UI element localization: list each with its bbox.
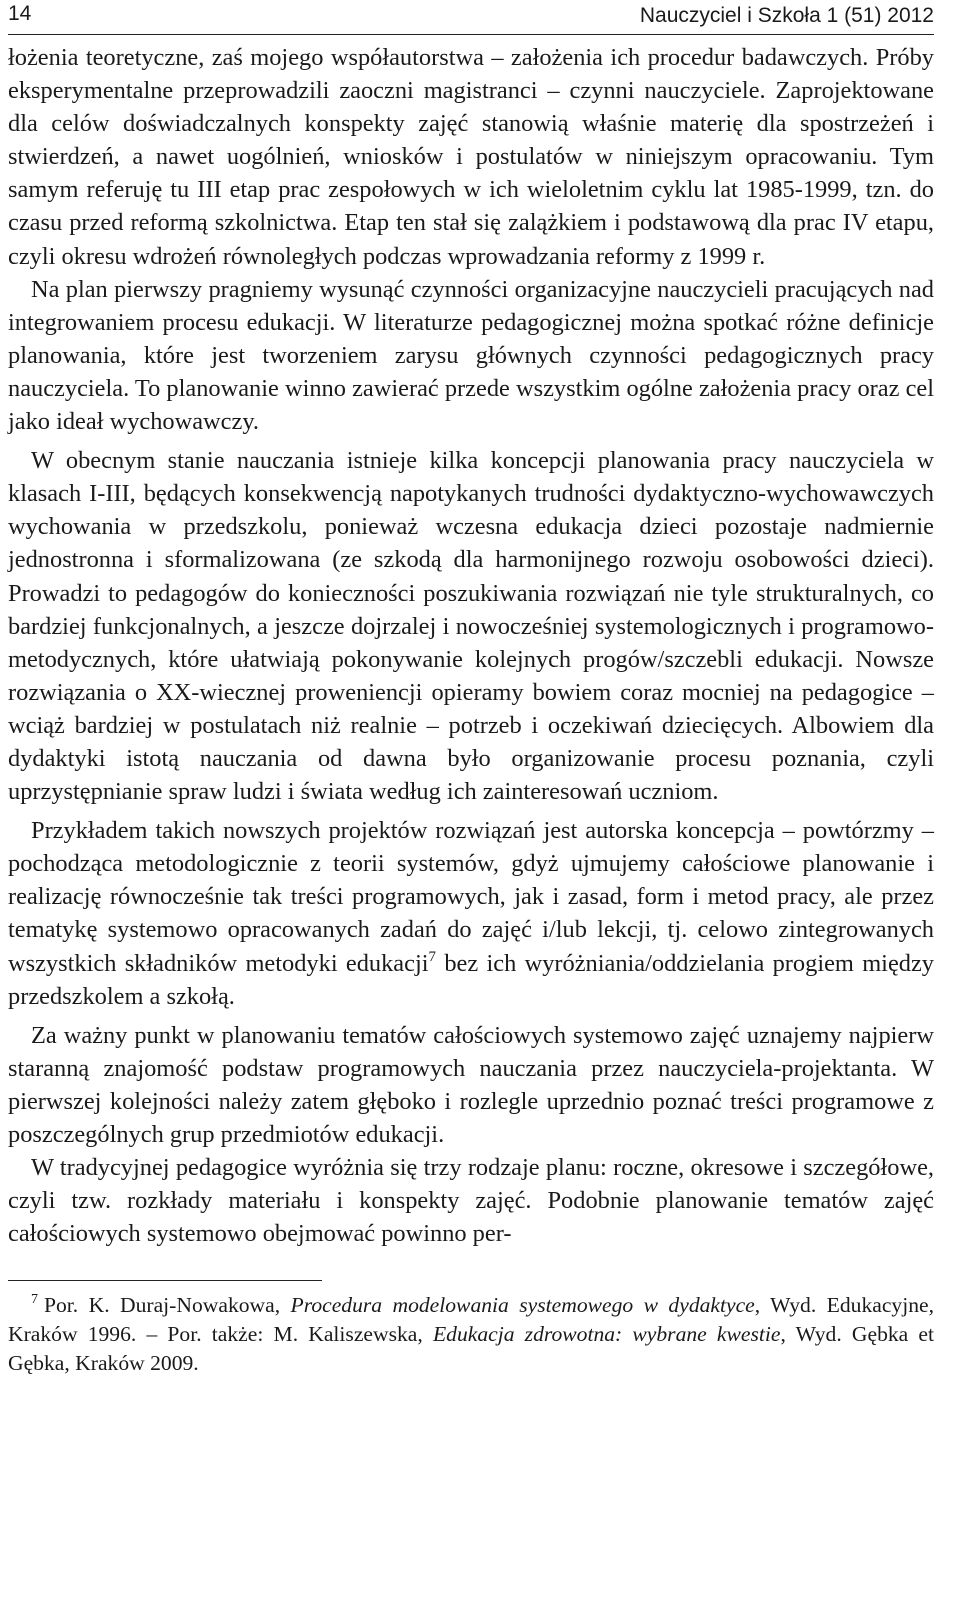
paragraph-text: bez ich wyróżniania/oddzielania progiem między przedszkolem a szkołą. [8, 949, 934, 1010]
paragraph-continued: łożenia teoretyczne, zaś mojego współautorstwa – założenia ich procedur badawczych. Próby eksperymentalne przeprowadzili zaoczni magistranci – czynni nauczyciele. Zaprojektowane dla celów doświadczalnych konspekty zajęć stanowią właśnie materię dla spostrzeżeń i stwierdzeń, a nawet uogólnień, wniosków i postulatów w niniejszym opracowaniu. Tym samym referuję tu III etap prac zespołowych w ich wieloletnim cyklu lat 1985-1999, tzn. do czasu przed reformą szkolnictwa. Etap ten stał się zalążkiem i podstawową dla prac IV etapu, czyli okresu wdrożeń równoległych podczas wprowadzania reformy z 1999 r. [8, 44, 934, 270]
document-page [8, 0, 934, 1377]
footnote-text: , Wyd. Edukacyjne, Kraków 1996. – Por. także: M. Kaliszewska, [8, 1293, 934, 1346]
paragraph: W tradycyjnej pedagogice wyróżnia się trzy rodzaje planu: roczne, okresowe i szczegółowe, czyli tzw. rozkłady materiału i konspekty zajęć. Podobnie planowanie tematów zajęć całościowych systemowo obejmować powinno per- [8, 1154, 934, 1248]
paragraph: Za ważny punkt w planowaniu tematów całościowych systemowo zajęć uznajemy najpierw staranną znajomość podstaw programowych nauczania przez nauczyciela-projektanta. W pierwszej kolejności należy zatem głęboko i rozlegle uprzednio poznać treści programowe z poszczególnych grup przedmiotów edukacji. [8, 1021, 934, 1148]
footnote-text: , Wyd. Gębka et Gębka, Kraków 2009. [8, 1321, 935, 1375]
footnote-cited-title: Edukacja zdrowotna: wybrane kwestie [432, 1321, 781, 1346]
footnote [8, 1291, 934, 1377]
footnote-text: Por. K. Duraj-Nowakowa, [44, 1293, 291, 1318]
paragraph: Na plan pierwszy pragniemy wysunąć czynności organizacyjne nauczycieli pracujących nad integrowaniem procesu edukacji. W literaturze pedagogicznej można spotkać różne definicje planowania, które jest tworzeniem zarysu głównych czynności pedagogicznych pracy nauczyciela. To planowanie winno zawierać przede wszystkim ogólne założenia pracy oraz cel jako ideał wychowawczy. [8, 275, 934, 436]
body-text [8, 41, 934, 1250]
footnote-cited-title: Procedura modelowania systemowego w dydaktyce [290, 1293, 755, 1318]
running-header [8, 0, 934, 35]
paragraph-with-footnote-ref [8, 814, 934, 1013]
footnote-number: 7 [31, 1292, 38, 1308]
footnote-separator [8, 1280, 322, 1281]
paragraph-text: Przykładem takich nowszych projektów rozwiązań jest autorska koncepcja – powtórzmy – pochodząca metodologicznie z teorii systemów, gdyż ujmujemy całościowe planowanie i realizację równocześnie tak treści programowych, jak i zasad, form i metod pracy, ale przez tematykę systemowo opracowanych zadań do zajęć i/lub lekcji, tj. celowo zintegrowanych wszystkich składników metodyki edukacji [8, 817, 934, 977]
paragraph: W obecnym stanie nauczania istnieje kilka koncepcji planowania pracy nauczyciela w klasach I-III, będących konsekwencją napotykanych trudności dydaktyczno-wychowawczych wychowania w przedszkolu, ponieważ wczesna edukacja dzieci pozostaje nadmiernie jednostronna i sformalizowana (ze szkodą dla harmonijnego rozwoju osobowości dzieci). Prowadzi to pedagogów do konieczności poszukiwania rozwiązań nie tyle strukturalnych, co bardziej funkcjonalnych, a jeszcze dojrzalej i nowocześniej systemologicznych i programowo-metodycznych, które ułatwiają pokonywanie kolejnych progów/szczebli edukacji. Nowsze rozwiązania o XX-wiecznej proweniencji opieramy bowiem coraz mocniej na pedagogice – wciąż bardziej w postulatach niż realnie – potrzeb i oczekiwań dziecięcych. Albowiem dla dydaktyki istotą nauczania od dawna było organizowanie procesu poznania, czyli uprzystępnianie spraw ludzi i świata według ich zainteresowań uczniom. [8, 447, 934, 806]
journal-title: Nauczyciel i Szkoła 1 (51) 2012 [639, 4, 934, 27]
footnote-reference[interactable]: 7 [428, 948, 437, 965]
page-number: 14 [8, 2, 32, 25]
